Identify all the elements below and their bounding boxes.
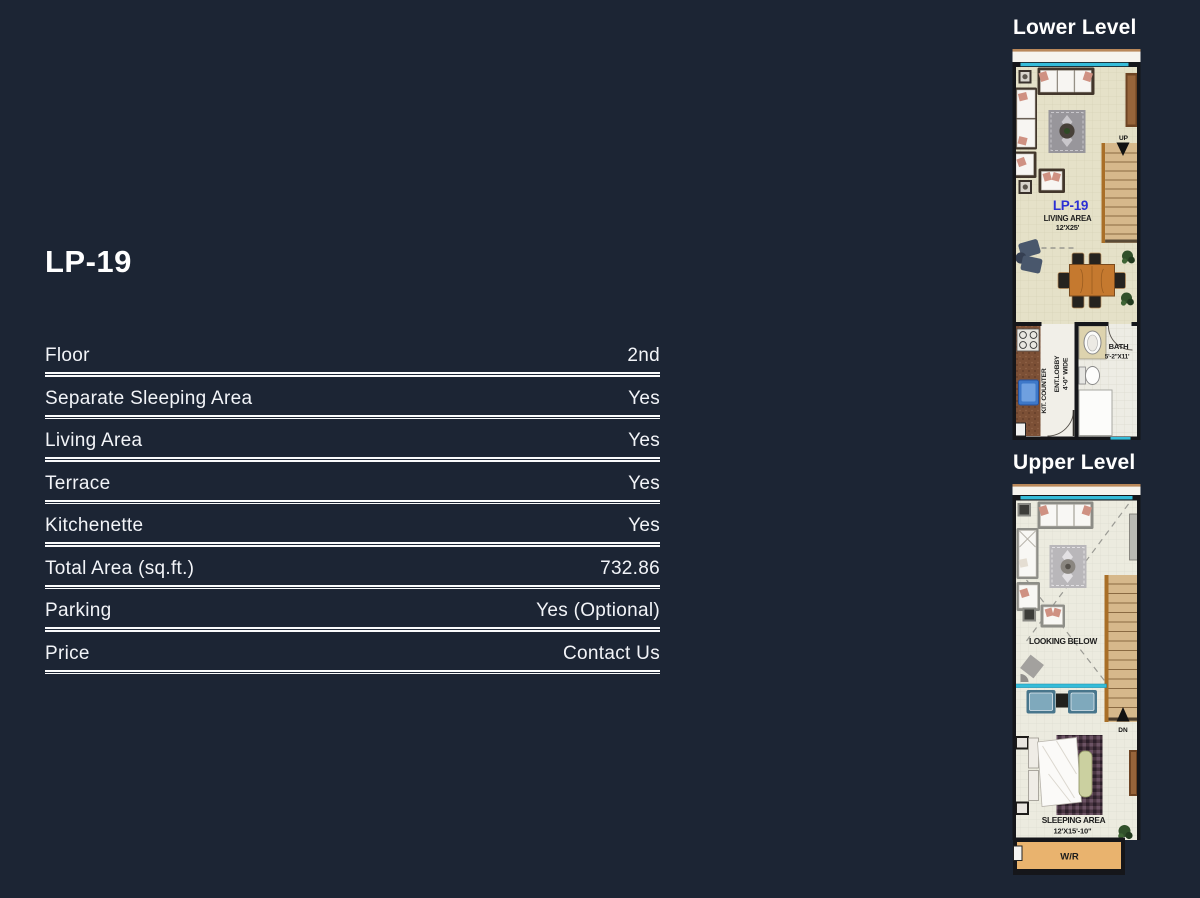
sofa xyxy=(1038,68,1095,96)
armchair-left xyxy=(1017,582,1041,611)
spec-row-total-area xyxy=(45,550,660,587)
glass-partition xyxy=(1016,684,1107,688)
spec-value: 2nd xyxy=(627,345,660,366)
upper-level-title: Upper Level xyxy=(1013,451,1136,474)
window xyxy=(1021,496,1133,499)
lower-level-section xyxy=(1012,16,1144,440)
spec-value: Yes xyxy=(628,387,660,409)
lobby-label: ENT.LOBBY xyxy=(1054,355,1061,393)
bath-label: BATH xyxy=(1108,342,1129,351)
living-area-dims: 12'X25' xyxy=(1055,223,1080,232)
unit-label: LP-19 xyxy=(1052,198,1089,213)
spec-label: Terrace xyxy=(45,472,111,494)
kitchen-label: KIT. COUNTER xyxy=(1041,368,1048,414)
rug xyxy=(1050,545,1087,588)
cabinet xyxy=(1129,750,1138,796)
sleeping-area-label: SLEEPING AREA xyxy=(1041,815,1106,825)
armchair xyxy=(1041,605,1066,628)
living-area-label: LIVING AREA xyxy=(1043,214,1092,223)
bolster-pillow xyxy=(1079,751,1092,797)
spec-row-floor xyxy=(45,337,660,374)
looking-below-label: LOOKING BELOW xyxy=(1028,636,1098,646)
side-table xyxy=(1056,694,1068,708)
spec-row-price xyxy=(45,635,660,672)
spec-row-living-area xyxy=(45,422,660,459)
spec-value: Contact Us xyxy=(563,642,660,664)
spec-row-kitchenette xyxy=(45,507,660,544)
dn-label: DN xyxy=(1118,727,1128,734)
sofa xyxy=(1038,502,1094,530)
side-table xyxy=(1018,503,1032,517)
stairs-up xyxy=(1102,143,1138,243)
spec-row-terrace xyxy=(45,465,660,502)
spec-table xyxy=(45,337,660,677)
up-label: UP xyxy=(1118,135,1129,142)
upper-level-floorplan xyxy=(1012,484,1141,875)
spec-row-parking xyxy=(45,592,660,629)
sofa-left xyxy=(1015,88,1038,150)
unit-title: LP-19 xyxy=(45,244,132,279)
spec-value: Yes xyxy=(628,515,660,536)
chaise-left xyxy=(1017,528,1039,579)
spec-value: 732.86 xyxy=(600,557,660,579)
armchair xyxy=(1039,169,1066,194)
stairs-down xyxy=(1105,575,1138,722)
lobby-dims: 4'-0" WIDE xyxy=(1062,357,1070,391)
washroom-block xyxy=(1013,838,1141,876)
side-table xyxy=(1019,180,1033,194)
spec-value: Yes xyxy=(628,430,660,451)
wr-label: W/R xyxy=(1060,851,1079,863)
lower-level-floorplan xyxy=(1012,49,1141,440)
spec-value: Yes xyxy=(628,472,660,494)
spec-label: Price xyxy=(45,642,90,664)
toilet xyxy=(1079,367,1100,385)
spec-label: Total Area (sq.ft.) xyxy=(45,557,195,579)
closet-door xyxy=(1130,514,1138,560)
bath-dims: 5'-2"X11' xyxy=(1104,353,1130,361)
terrace-edge xyxy=(1013,49,1141,64)
bed xyxy=(1015,735,1103,815)
kitchenette xyxy=(1015,326,1041,436)
bath-window xyxy=(1111,437,1131,440)
spec-label: Floor xyxy=(45,345,90,366)
window xyxy=(1021,63,1129,66)
spec-label: Kitchenette xyxy=(45,515,144,536)
side-table xyxy=(1023,608,1037,622)
rug xyxy=(1049,110,1086,153)
lower-level-title: Lower Level xyxy=(1013,16,1137,39)
side-table xyxy=(1019,70,1032,84)
cabinet xyxy=(1126,73,1138,127)
armchair-left xyxy=(1014,152,1037,179)
shower xyxy=(1079,390,1112,436)
spec-label: Parking xyxy=(45,600,112,621)
upper-level-section xyxy=(1012,451,1144,875)
sleeping-area-dims: 12'X15'-10" xyxy=(1053,826,1092,836)
spec-value: Yes (Optional) xyxy=(536,600,660,621)
spec-row-sleeping-area xyxy=(45,380,660,417)
spec-label: Separate Sleeping Area xyxy=(45,387,253,409)
spec-label: Living Area xyxy=(45,430,143,451)
